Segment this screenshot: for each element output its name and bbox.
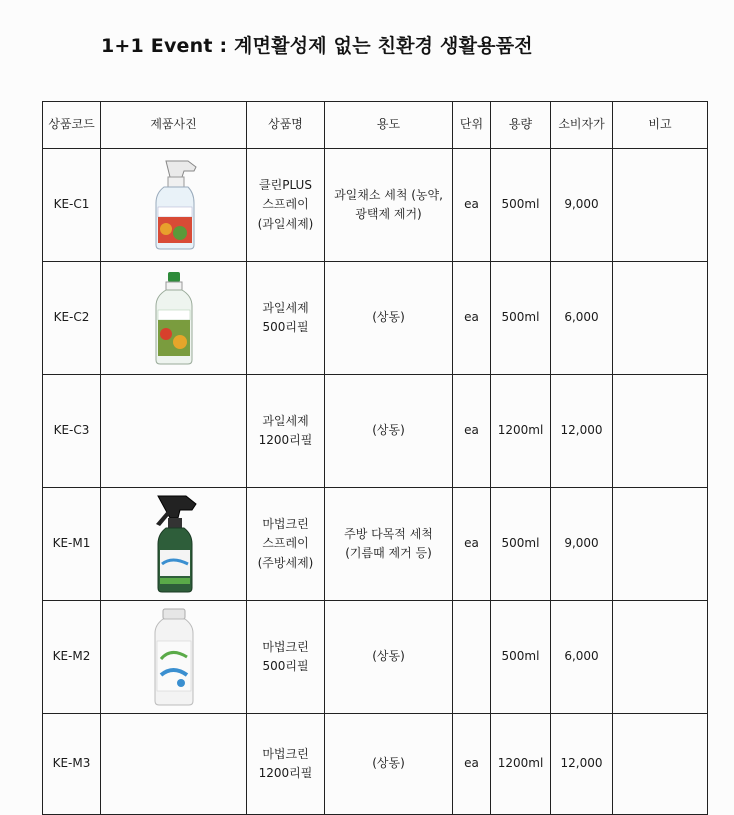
spray-bottle-magic-clean-icon: [142, 494, 206, 594]
product-price: 12,000: [551, 375, 613, 488]
product-photo-cell: [101, 149, 247, 262]
product-use: (상동): [325, 375, 453, 488]
product-unit: [453, 601, 491, 714]
product-volume: 1200ml: [491, 375, 551, 488]
product-name: 마법크린 스프레이(주방세제): [247, 488, 325, 601]
table-header-row: [43, 102, 708, 149]
product-unit: ea: [453, 262, 491, 375]
product-table: [42, 101, 708, 815]
product-unit: ea: [453, 375, 491, 488]
table-row: [43, 488, 708, 601]
product-use: 과일채소 세척 (농약,광택제 제거): [325, 149, 453, 262]
table-row: [43, 714, 708, 815]
table-row: [43, 375, 708, 488]
product-code: KE-M3: [43, 714, 101, 815]
product-note: [613, 488, 708, 601]
product-code: KE-M1: [43, 488, 101, 601]
header-name: 상품명: [247, 102, 325, 149]
header-photo: 제품사진: [101, 102, 247, 149]
product-name: 과일세제 1200리필: [247, 375, 325, 488]
product-note: [613, 262, 708, 375]
product-use: (상동): [325, 714, 453, 815]
header-volume: 용량: [491, 102, 551, 149]
table-row: [43, 262, 708, 375]
product-photo-cell: [101, 488, 247, 601]
header-unit: 단위: [453, 102, 491, 149]
product-photo-cell: [101, 375, 247, 488]
product-photo-cell: [101, 262, 247, 375]
product-use: (상동): [325, 262, 453, 375]
header-code: 상품코드: [43, 102, 101, 149]
product-volume: 500ml: [491, 488, 551, 601]
product-use: (상동): [325, 601, 453, 714]
product-name: 마법크린 1200리필: [247, 714, 325, 815]
product-price: 12,000: [551, 714, 613, 815]
product-code: KE-C1: [43, 149, 101, 262]
product-unit: ea: [453, 488, 491, 601]
page-title: 1+1 Event : 계면활성제 없는 친환경 생활용품전: [101, 35, 533, 57]
product-code: KE-M2: [43, 601, 101, 714]
product-volume: 1200ml: [491, 714, 551, 815]
product-use: 주방 다목적 세척 (기름때 제거 등): [325, 488, 453, 601]
product-note: [613, 601, 708, 714]
refill-bottle-magic-clean-icon: [151, 607, 197, 707]
table-row: [43, 601, 708, 714]
product-unit: ea: [453, 714, 491, 815]
product-note: [613, 375, 708, 488]
product-unit: ea: [453, 149, 491, 262]
squeeze-bottle-clean-plus-icon: [152, 270, 196, 366]
product-volume: 500ml: [491, 149, 551, 262]
product-name: 과일세제 500리필: [247, 262, 325, 375]
spray-bottle-clean-plus-icon: [144, 159, 204, 251]
product-photo-cell: [101, 601, 247, 714]
product-price: 6,000: [551, 601, 613, 714]
product-name: 클린PLUS 스프레이 (과일세제): [247, 149, 325, 262]
product-note: [613, 149, 708, 262]
product-volume: 500ml: [491, 601, 551, 714]
header-use: 용도: [325, 102, 453, 149]
product-volume: 500ml: [491, 262, 551, 375]
product-photo-cell: [101, 714, 247, 815]
product-price: 9,000: [551, 488, 613, 601]
product-code: KE-C3: [43, 375, 101, 488]
product-name: 마법크린 500리필: [247, 601, 325, 714]
header-price: 소비자가: [551, 102, 613, 149]
product-code: KE-C2: [43, 262, 101, 375]
product-note: [613, 714, 708, 815]
header-note: 비고: [613, 102, 708, 149]
product-price: 9,000: [551, 149, 613, 262]
product-price: 6,000: [551, 262, 613, 375]
table-row: [43, 149, 708, 262]
